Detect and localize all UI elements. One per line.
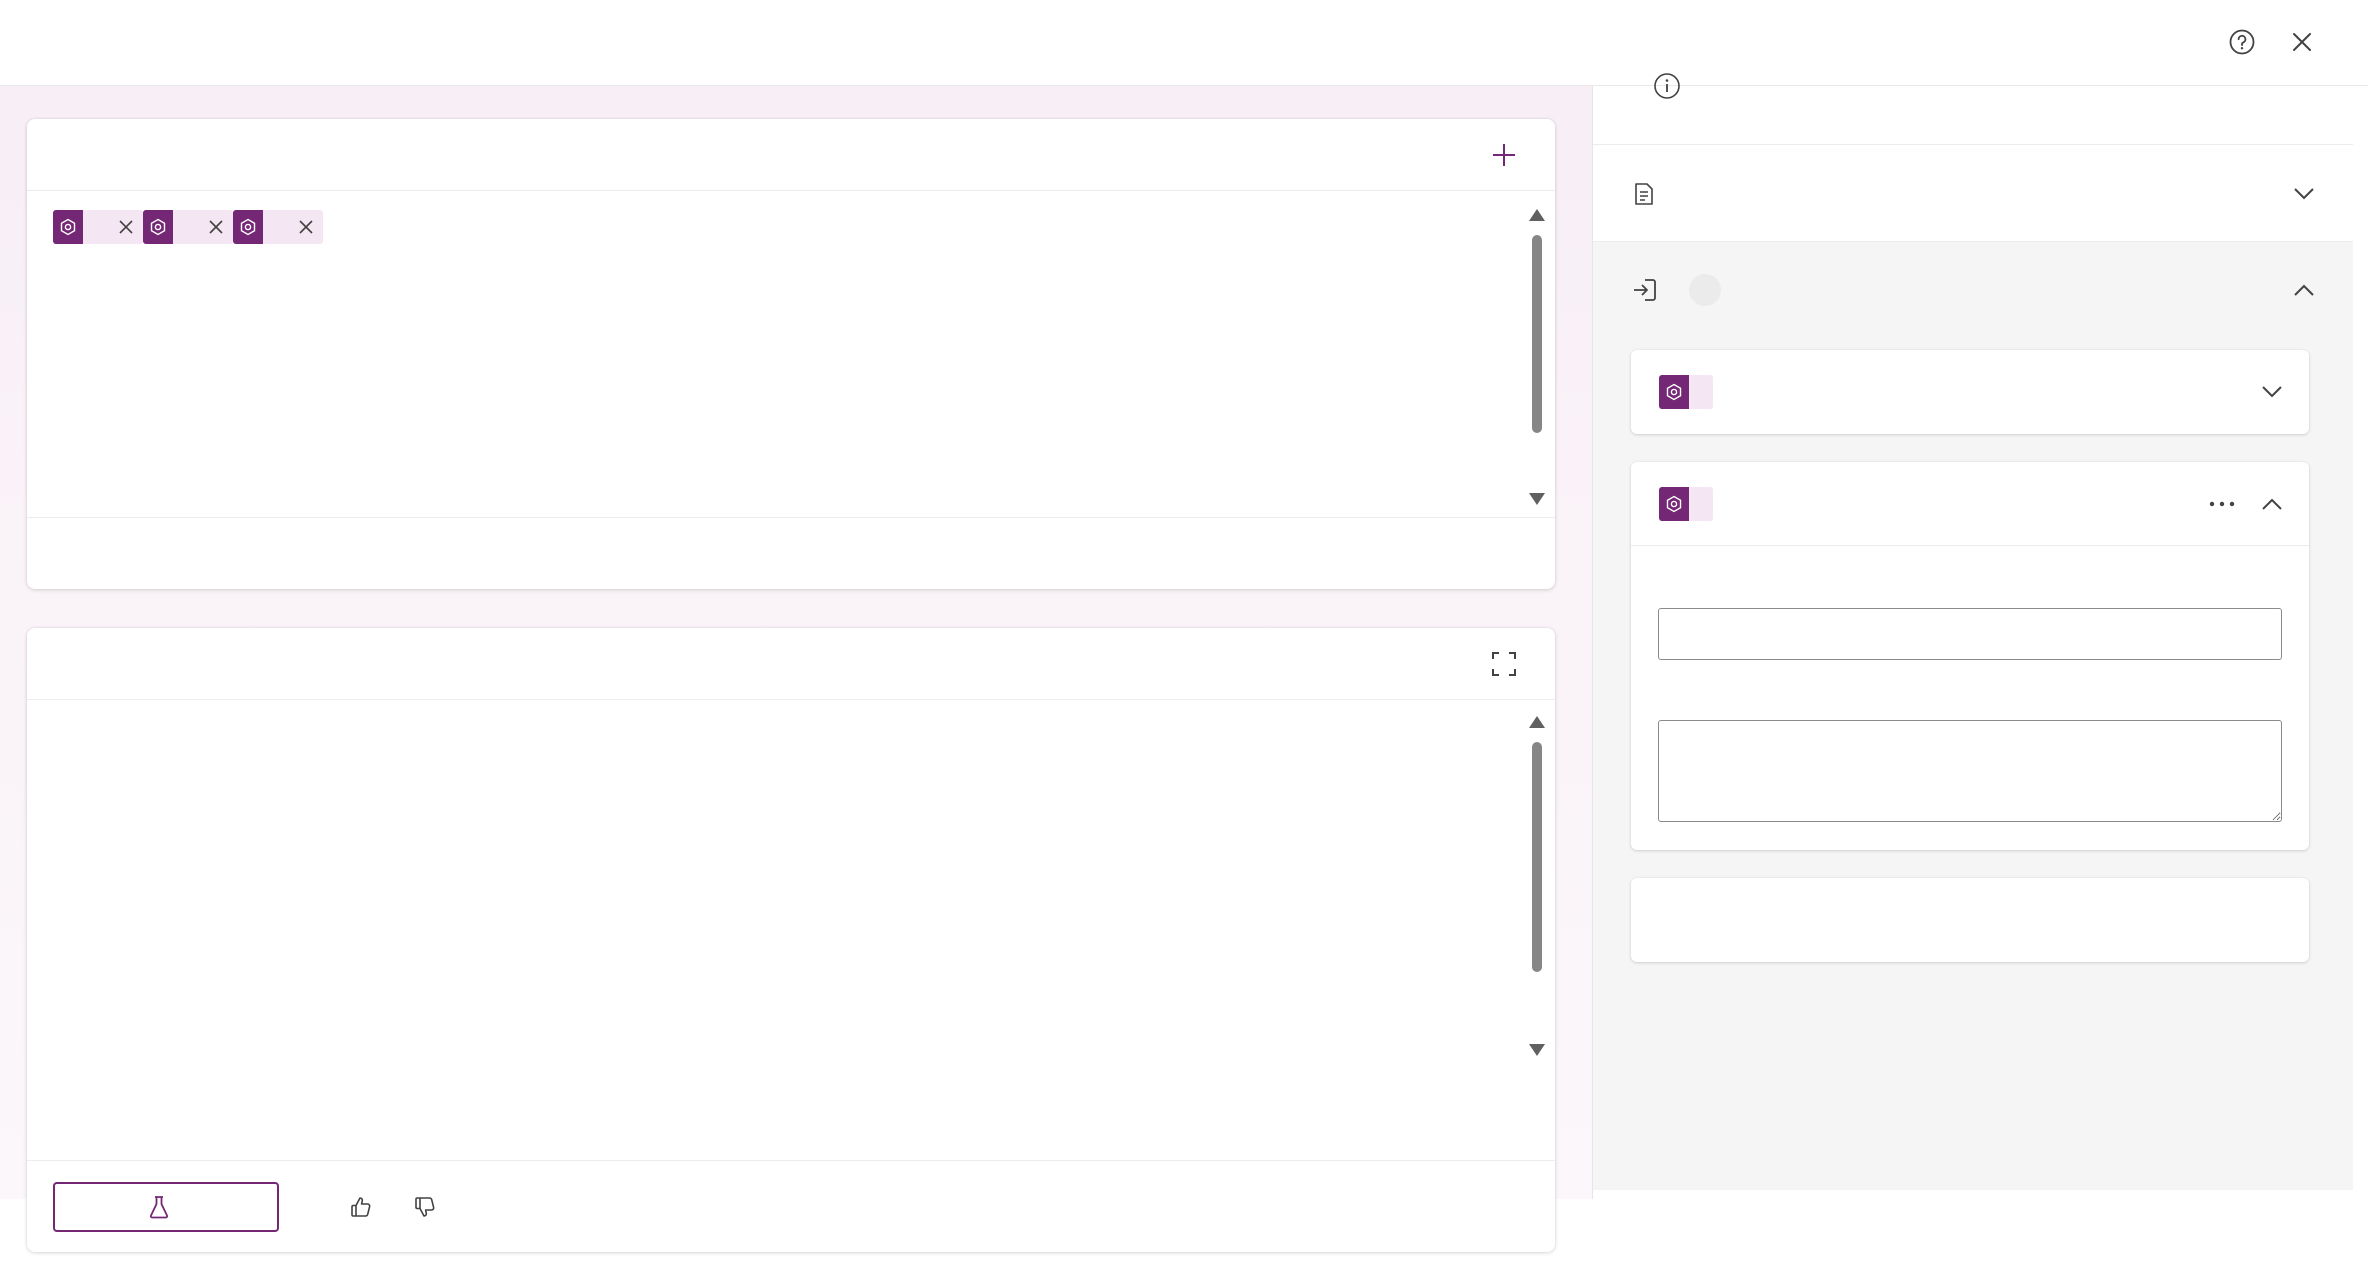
input-variable-icon: [1659, 375, 1689, 409]
prompt-settings-panel: [1592, 86, 2352, 1199]
input-list: [1593, 338, 2353, 1190]
prompt-response-card: [27, 628, 1555, 1252]
response-scrollbar[interactable]: [1529, 716, 1545, 1056]
thumbs-up-icon[interactable]: [349, 1195, 373, 1219]
scroll-thumb[interactable]: [1532, 742, 1542, 972]
scroll-down-arrow[interactable]: [1529, 493, 1545, 505]
scroll-up-arrow[interactable]: [1529, 209, 1545, 221]
plus-icon: [1491, 142, 1517, 168]
help-icon[interactable]: [2218, 18, 2266, 66]
remove-chip-icon[interactable]: [119, 220, 133, 234]
input-chip-method: [1659, 375, 1713, 409]
input-variable-icon: [1659, 487, 1689, 521]
prompt-text[interactable]: [53, 209, 1513, 247]
input-card-input-text: [1631, 462, 2309, 850]
input-card-header[interactable]: [1631, 350, 2309, 434]
remove-chip-icon[interactable]: [299, 220, 313, 234]
chevron-down-icon[interactable]: [2293, 187, 2315, 201]
input-variable-icon: [143, 210, 173, 244]
test-prompt-button[interactable]: [53, 1182, 279, 1232]
input-count-badge: [1689, 274, 1721, 306]
insert-button[interactable]: [1491, 142, 1529, 168]
input-chip-input-text[interactable]: [53, 210, 143, 244]
remove-chip-icon[interactable]: [209, 220, 223, 234]
chevron-down-icon[interactable]: [2261, 385, 2283, 399]
chevron-up-icon[interactable]: [2261, 497, 2283, 511]
prompt-settings-title: [1631, 72, 1681, 100]
input-variable-icon: [233, 210, 263, 244]
name-input[interactable]: [1658, 608, 2282, 660]
document-icon: [1631, 181, 1657, 207]
scroll-thumb[interactable]: [1532, 235, 1542, 433]
info-icon[interactable]: [1653, 72, 1681, 100]
input-chip-input-text: [1659, 487, 1713, 521]
response-text: [53, 716, 1513, 748]
prompt-details-section[interactable]: [1593, 146, 2353, 242]
thumbs-down-icon[interactable]: [413, 1195, 437, 1219]
prompt-footer: [27, 517, 1555, 589]
input-variable-icon: [53, 210, 83, 244]
scroll-down-arrow[interactable]: [1529, 1044, 1545, 1056]
expand-icon[interactable]: [1491, 651, 1517, 677]
sign-in-icon: [1631, 276, 1659, 304]
flask-icon: [148, 1195, 170, 1219]
more-options-icon[interactable]: [2209, 501, 2235, 507]
prompt-editor-area: [0, 86, 1592, 1199]
input-card-method: [1631, 350, 2309, 434]
top-bar: [0, 0, 2368, 86]
input-card-header[interactable]: [1631, 462, 2309, 546]
close-icon[interactable]: [2278, 18, 2326, 66]
scroll-up-arrow[interactable]: [1529, 716, 1545, 728]
response-footer: [27, 1160, 1555, 1252]
chevron-up-icon[interactable]: [2293, 283, 2315, 297]
input-chip-case-studies[interactable]: [233, 210, 323, 244]
input-section-header[interactable]: [1593, 242, 2353, 338]
prompt-card: [27, 119, 1555, 589]
input-card-case-studies: [1631, 878, 2309, 962]
sample-data-textarea[interactable]: [1658, 720, 2282, 822]
prompt-scrollbar[interactable]: [1529, 209, 1545, 505]
input-chip-method[interactable]: [143, 210, 233, 244]
